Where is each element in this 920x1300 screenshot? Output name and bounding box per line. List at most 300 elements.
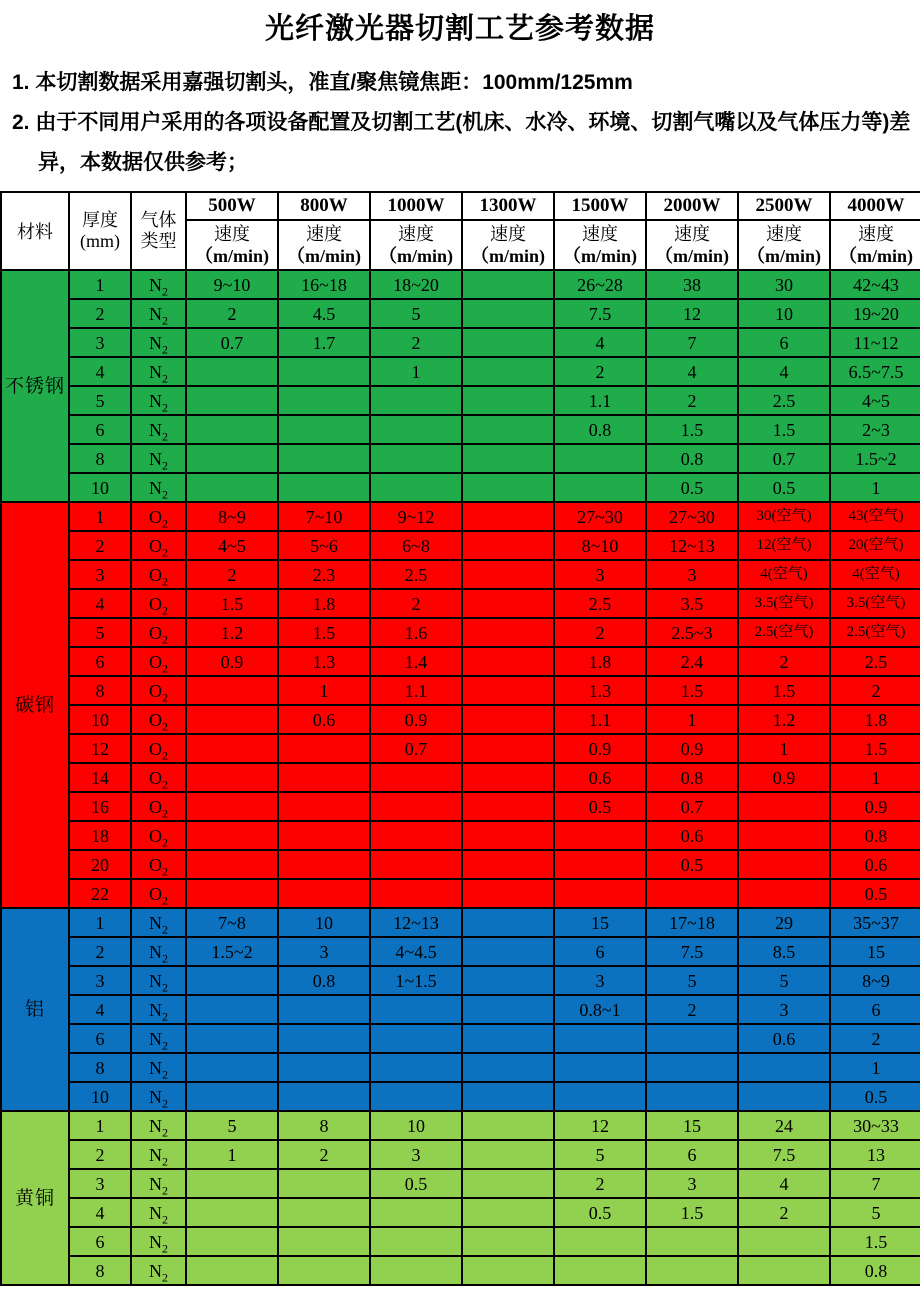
speed-cell xyxy=(186,676,278,705)
speed-cell xyxy=(278,821,370,850)
thickness-cell: 3 xyxy=(69,966,131,995)
speed-unit: （m/min) xyxy=(747,246,821,266)
speed-cell xyxy=(186,705,278,734)
gas-cell: $N_2$ xyxy=(131,444,186,473)
table-row xyxy=(1,560,920,589)
speed-cell: 2.5 xyxy=(370,560,462,589)
speed-cell: 3 xyxy=(278,937,370,966)
speed-cell: 3.5(空气) xyxy=(738,589,830,618)
speed-cell xyxy=(462,531,554,560)
speed-cell: 18~20 xyxy=(370,270,462,299)
speed-cell xyxy=(554,879,646,908)
speed-cell xyxy=(738,1053,830,1082)
cutting-data-table xyxy=(0,191,920,1286)
gas-cell: $N_2$ xyxy=(131,1082,186,1111)
speed-cell: 7~8 xyxy=(186,908,278,937)
speed-cell: 2 xyxy=(554,1169,646,1198)
speed-cell: 1 xyxy=(278,676,370,705)
speed-cell xyxy=(186,1024,278,1053)
speed-cell: 15 xyxy=(646,1111,738,1140)
speed-cell: 3 xyxy=(738,995,830,1024)
speed-cell: 0.5 xyxy=(370,1169,462,1198)
gas-cell: $O_2$ xyxy=(131,502,186,531)
header-thickness-line1: 厚度 xyxy=(82,210,118,231)
speed-cell xyxy=(462,908,554,937)
speed-cell: 17~18 xyxy=(646,908,738,937)
table-row xyxy=(1,473,920,502)
speed-cell: 1.5 xyxy=(186,589,278,618)
speed-cell: 3 xyxy=(554,560,646,589)
speed-cell: 2.5~3 xyxy=(646,618,738,647)
speed-cell: 27~30 xyxy=(646,502,738,531)
speed-label: 速度 xyxy=(766,223,802,244)
table-row xyxy=(1,386,920,415)
speed-cell: 5~6 xyxy=(278,531,370,560)
material-cell-stainless: 不锈钢 xyxy=(1,270,69,502)
speed-cell xyxy=(462,1082,554,1111)
speed-cell xyxy=(186,1169,278,1198)
speed-cell: 43(空气) xyxy=(830,502,920,531)
thickness-cell: 18 xyxy=(69,821,131,850)
speed-cell: 0.7 xyxy=(370,734,462,763)
speed-cell: 2 xyxy=(370,589,462,618)
gas-cell: $O_2$ xyxy=(131,821,186,850)
speed-cell: 0.9 xyxy=(830,792,920,821)
speed-cell xyxy=(186,792,278,821)
speed-cell xyxy=(554,444,646,473)
speed-cell xyxy=(186,1227,278,1256)
speed-cell xyxy=(186,763,278,792)
speed-cell: 1 xyxy=(370,357,462,386)
gas-cell: $N_2$ xyxy=(131,415,186,444)
speed-cell: 35~37 xyxy=(830,908,920,937)
gas-cell: $O_2$ xyxy=(131,879,186,908)
speed-cell: 1.5 xyxy=(646,415,738,444)
table-row xyxy=(1,792,920,821)
material-cell-aluminum: 铝 xyxy=(1,908,69,1111)
speed-cell xyxy=(646,1227,738,1256)
speed-cell: 0.9 xyxy=(738,763,830,792)
speed-cell: 0.7 xyxy=(186,328,278,357)
speed-cell xyxy=(186,473,278,502)
gas-cell: $O_2$ xyxy=(131,734,186,763)
speed-cell: 4(空气) xyxy=(738,560,830,589)
speed-cell: 29 xyxy=(738,908,830,937)
table-row xyxy=(1,502,920,531)
speed-cell: 7.5 xyxy=(646,937,738,966)
speed-cell: 6 xyxy=(646,1140,738,1169)
speed-cell xyxy=(462,270,554,299)
speed-cell: 0.5 xyxy=(554,792,646,821)
speed-cell: 4 xyxy=(646,357,738,386)
thickness-cell: 4 xyxy=(69,357,131,386)
speed-cell: 2.3 xyxy=(278,560,370,589)
thickness-cell: 4 xyxy=(69,1198,131,1227)
table-row xyxy=(1,763,920,792)
speed-cell: 42~43 xyxy=(830,270,920,299)
gas-cell: $N_2$ xyxy=(131,1198,186,1227)
speed-cell: 2.5 xyxy=(554,589,646,618)
speed-cell: 6 xyxy=(554,937,646,966)
thickness-cell: 3 xyxy=(69,560,131,589)
speed-cell: 1.8 xyxy=(554,647,646,676)
thickness-cell: 2 xyxy=(69,937,131,966)
speed-cell xyxy=(646,1256,738,1285)
speed-cell: 0.8 xyxy=(646,444,738,473)
thickness-cell: 8 xyxy=(69,676,131,705)
speed-unit: （m/min) xyxy=(195,246,269,266)
speed-cell xyxy=(462,966,554,995)
speed-cell xyxy=(278,415,370,444)
table-row xyxy=(1,1024,920,1053)
speed-cell xyxy=(278,444,370,473)
speed-cell: 30 xyxy=(738,270,830,299)
speed-cell: 0.5 xyxy=(646,473,738,502)
speed-cell xyxy=(738,1256,830,1285)
speed-cell xyxy=(370,1082,462,1111)
speed-cell: 0.9 xyxy=(554,734,646,763)
speed-cell: 0.7 xyxy=(646,792,738,821)
speed-cell xyxy=(278,1256,370,1285)
speed-cell: 4 xyxy=(738,357,830,386)
speed-label: 速度 xyxy=(306,223,342,244)
header-power-2500w: 2500W xyxy=(738,192,830,220)
gas-cell: $O_2$ xyxy=(131,705,186,734)
speed-cell: 3.5(空气) xyxy=(830,589,920,618)
speed-cell: 0.8 xyxy=(278,966,370,995)
speed-cell xyxy=(462,1024,554,1053)
speed-cell: 3 xyxy=(370,1140,462,1169)
speed-cell xyxy=(370,792,462,821)
speed-cell: 6~8 xyxy=(370,531,462,560)
table-row xyxy=(1,444,920,473)
speed-cell: 2 xyxy=(646,386,738,415)
table-header xyxy=(1,192,920,270)
speed-cell: 1 xyxy=(646,705,738,734)
speed-cell: 3.5 xyxy=(646,589,738,618)
speed-label: 速度 xyxy=(398,223,434,244)
gas-cell: $N_2$ xyxy=(131,357,186,386)
speed-cell: 2 xyxy=(738,647,830,676)
speed-cell: 15 xyxy=(830,937,920,966)
speed-cell: 1.8 xyxy=(278,589,370,618)
speed-cell xyxy=(370,850,462,879)
speed-cell: 1.5 xyxy=(738,415,830,444)
speed-cell: 0.8 xyxy=(554,415,646,444)
speed-cell: 0.9 xyxy=(186,647,278,676)
table-row xyxy=(1,937,920,966)
speed-cell xyxy=(462,618,554,647)
speed-cell: 1.5 xyxy=(738,676,830,705)
gas-cell: $N_2$ xyxy=(131,473,186,502)
speed-cell: 1.5 xyxy=(646,676,738,705)
speed-cell xyxy=(462,763,554,792)
speed-cell xyxy=(462,1227,554,1256)
gas-cell: $N_2$ xyxy=(131,1140,186,1169)
speed-cell xyxy=(186,1256,278,1285)
gas-cell: $N_2$ xyxy=(131,908,186,937)
speed-cell: 2~3 xyxy=(830,415,920,444)
speed-cell xyxy=(462,299,554,328)
speed-cell xyxy=(278,357,370,386)
speed-cell xyxy=(554,1053,646,1082)
speed-cell: 1.7 xyxy=(278,328,370,357)
speed-cell xyxy=(554,1024,646,1053)
speed-cell xyxy=(186,1082,278,1111)
speed-cell: 12 xyxy=(646,299,738,328)
speed-cell xyxy=(278,879,370,908)
speed-unit: （m/min) xyxy=(839,246,913,266)
speed-cell: 1.1 xyxy=(370,676,462,705)
speed-cell xyxy=(370,1024,462,1053)
table-row xyxy=(1,1082,920,1111)
speed-cell xyxy=(278,1227,370,1256)
thickness-cell: 16 xyxy=(69,792,131,821)
speed-cell: 1.5~2 xyxy=(186,937,278,966)
speed-cell: 4(空气) xyxy=(830,560,920,589)
thickness-cell: 1 xyxy=(69,502,131,531)
gas-cell: $N_2$ xyxy=(131,1169,186,1198)
speed-cell: 1.2 xyxy=(186,618,278,647)
speed-cell: 2 xyxy=(554,618,646,647)
header-speed-1000w xyxy=(370,220,462,270)
speed-cell: 2.5 xyxy=(738,386,830,415)
speed-cell xyxy=(186,1053,278,1082)
speed-cell xyxy=(554,850,646,879)
speed-cell xyxy=(462,1111,554,1140)
thickness-cell: 8 xyxy=(69,444,131,473)
speed-cell: 2 xyxy=(186,299,278,328)
speed-cell: 1.1 xyxy=(554,386,646,415)
speed-cell: 1.5 xyxy=(830,1227,920,1256)
thickness-cell: 3 xyxy=(69,1169,131,1198)
speed-cell xyxy=(370,1227,462,1256)
thickness-cell: 2 xyxy=(69,1140,131,1169)
thickness-cell: 2 xyxy=(69,299,131,328)
speed-cell: 2 xyxy=(186,560,278,589)
header-gas-line1: 气体 xyxy=(140,210,177,231)
gas-cell: $N_2$ xyxy=(131,386,186,415)
speed-cell: 1.1 xyxy=(554,705,646,734)
speed-cell xyxy=(370,1198,462,1227)
note-2-text: 由于不同用户采用的各项设备配置及切割工艺(机床、水冷、环境、切割气嘴以及气体压力等)差异，本数据仅供参考； xyxy=(35,111,911,174)
speed-cell: 0.6 xyxy=(646,821,738,850)
gas-cell: $N_2$ xyxy=(131,270,186,299)
speed-cell xyxy=(462,792,554,821)
speed-cell: 7.5 xyxy=(738,1140,830,1169)
table-row xyxy=(1,1256,920,1285)
thickness-cell: 14 xyxy=(69,763,131,792)
speed-cell: 6 xyxy=(738,328,830,357)
speed-cell xyxy=(462,1169,554,1198)
speed-cell: 1 xyxy=(830,763,920,792)
table-row xyxy=(1,676,920,705)
speed-cell: 30(空气) xyxy=(738,502,830,531)
material-cell-brass: 黄铜 xyxy=(1,1111,69,1285)
header-speed-500w xyxy=(186,220,278,270)
header-power-1300w: 1300W xyxy=(462,192,554,220)
thickness-cell: 1 xyxy=(69,270,131,299)
speed-cell: 27~30 xyxy=(554,502,646,531)
header-gas-line2: 类型 xyxy=(140,231,177,251)
gas-cell: $N_2$ xyxy=(131,1024,186,1053)
speed-cell xyxy=(278,1053,370,1082)
speed-cell: 8~9 xyxy=(830,966,920,995)
notes-block xyxy=(6,63,920,183)
speed-cell: 9~12 xyxy=(370,502,462,531)
thickness-cell: 1 xyxy=(69,1111,131,1140)
speed-cell xyxy=(462,676,554,705)
speed-cell xyxy=(646,1024,738,1053)
header-speed-4000w xyxy=(830,220,920,270)
speed-label: 速度 xyxy=(858,223,894,244)
speed-cell: 3 xyxy=(646,1169,738,1198)
table-row xyxy=(1,908,920,937)
note-2 xyxy=(6,103,916,183)
gas-cell: $O_2$ xyxy=(131,647,186,676)
material-cell-carbon: 碳钢 xyxy=(1,502,69,908)
speed-cell: 2 xyxy=(830,676,920,705)
table-row xyxy=(1,647,920,676)
speed-cell: 1.5~2 xyxy=(830,444,920,473)
speed-cell: 16~18 xyxy=(278,270,370,299)
thickness-cell: 6 xyxy=(69,647,131,676)
gas-cell: $N_2$ xyxy=(131,937,186,966)
speed-cell xyxy=(278,386,370,415)
speed-cell xyxy=(278,763,370,792)
speed-cell: 4~5 xyxy=(830,386,920,415)
thickness-cell: 10 xyxy=(69,705,131,734)
speed-cell xyxy=(738,821,830,850)
speed-cell: 10 xyxy=(738,299,830,328)
speed-cell xyxy=(462,734,554,763)
thickness-cell: 6 xyxy=(69,415,131,444)
speed-cell xyxy=(462,995,554,1024)
speed-cell: 0.8 xyxy=(646,763,738,792)
thickness-cell: 22 xyxy=(69,879,131,908)
speed-cell: 2 xyxy=(370,328,462,357)
speed-cell xyxy=(186,734,278,763)
thickness-cell: 12 xyxy=(69,734,131,763)
speed-cell xyxy=(186,995,278,1024)
speed-cell xyxy=(370,1256,462,1285)
speed-cell: 2 xyxy=(830,1024,920,1053)
speed-cell xyxy=(462,444,554,473)
speed-cell xyxy=(186,386,278,415)
gas-cell: $N_2$ xyxy=(131,1227,186,1256)
speed-cell: 5 xyxy=(830,1198,920,1227)
speed-cell: 15 xyxy=(554,908,646,937)
header-power-500w: 500W xyxy=(186,192,278,220)
speed-cell: 2.4 xyxy=(646,647,738,676)
table-row xyxy=(1,1198,920,1227)
thickness-cell: 20 xyxy=(69,850,131,879)
speed-unit: （m/min) xyxy=(287,246,361,266)
speed-cell xyxy=(370,444,462,473)
note-1-text: 本切割数据采用嘉强切割头，准直/聚焦镜焦距：100mm/125mm xyxy=(35,71,633,94)
thickness-cell: 10 xyxy=(69,1082,131,1111)
speed-cell: 7~10 xyxy=(278,502,370,531)
speed-cell: 0.5 xyxy=(738,473,830,502)
speed-cell: 38 xyxy=(646,270,738,299)
speed-cell xyxy=(738,850,830,879)
gas-cell: $O_2$ xyxy=(131,589,186,618)
speed-cell: 1.8 xyxy=(830,705,920,734)
speed-cell: 4~5 xyxy=(186,531,278,560)
thickness-cell: 8 xyxy=(69,1053,131,1082)
speed-cell: 1.5 xyxy=(830,734,920,763)
speed-cell: 30~33 xyxy=(830,1111,920,1140)
table-row xyxy=(1,966,920,995)
speed-cell: 1.3 xyxy=(554,676,646,705)
speed-cell: 13 xyxy=(830,1140,920,1169)
header-power-1500w: 1500W xyxy=(554,192,646,220)
speed-label: 速度 xyxy=(214,223,250,244)
speed-cell: 6 xyxy=(830,995,920,1024)
speed-cell xyxy=(370,415,462,444)
speed-cell xyxy=(186,357,278,386)
speed-cell: 10 xyxy=(370,1111,462,1140)
gas-cell: $O_2$ xyxy=(131,792,186,821)
header-material: 材料 xyxy=(1,192,69,270)
gas-cell: $N_2$ xyxy=(131,1256,186,1285)
speed-cell: 20(空气) xyxy=(830,531,920,560)
table-row xyxy=(1,1053,920,1082)
gas-cell: $O_2$ xyxy=(131,531,186,560)
speed-cell xyxy=(278,1024,370,1053)
header-thickness xyxy=(69,192,131,270)
thickness-cell: 6 xyxy=(69,1227,131,1256)
speed-cell xyxy=(738,1227,830,1256)
speed-cell xyxy=(186,966,278,995)
speed-cell xyxy=(278,1169,370,1198)
speed-cell: 0.5 xyxy=(830,879,920,908)
speed-label: 速度 xyxy=(490,223,526,244)
speed-cell xyxy=(462,879,554,908)
table-row xyxy=(1,1227,920,1256)
speed-cell xyxy=(186,415,278,444)
table-row xyxy=(1,531,920,560)
gas-cell: $N_2$ xyxy=(131,328,186,357)
speed-cell: 5 xyxy=(370,299,462,328)
speed-cell xyxy=(462,502,554,531)
speed-unit: （m/min) xyxy=(563,246,637,266)
gas-cell: $N_2$ xyxy=(131,966,186,995)
speed-label: 速度 xyxy=(582,223,618,244)
speed-cell: 2 xyxy=(554,357,646,386)
speed-cell: 2.5(空气) xyxy=(738,618,830,647)
speed-cell: 4.5 xyxy=(278,299,370,328)
thickness-cell: 10 xyxy=(69,473,131,502)
header-speed-800w xyxy=(278,220,370,270)
speed-cell: 19~20 xyxy=(830,299,920,328)
speed-cell xyxy=(738,879,830,908)
speed-cell xyxy=(278,473,370,502)
note-2-number: 2. xyxy=(12,111,30,134)
speed-cell: 0.7 xyxy=(738,444,830,473)
note-1-number: 1. xyxy=(12,71,30,94)
speed-cell xyxy=(554,821,646,850)
gas-cell: $O_2$ xyxy=(131,618,186,647)
speed-cell xyxy=(278,1198,370,1227)
gas-cell: $N_2$ xyxy=(131,299,186,328)
speed-cell: 5 xyxy=(554,1140,646,1169)
thickness-cell: 5 xyxy=(69,618,131,647)
speed-cell xyxy=(278,995,370,1024)
speed-cell: 26~28 xyxy=(554,270,646,299)
speed-cell: 1 xyxy=(830,473,920,502)
speed-cell xyxy=(738,792,830,821)
